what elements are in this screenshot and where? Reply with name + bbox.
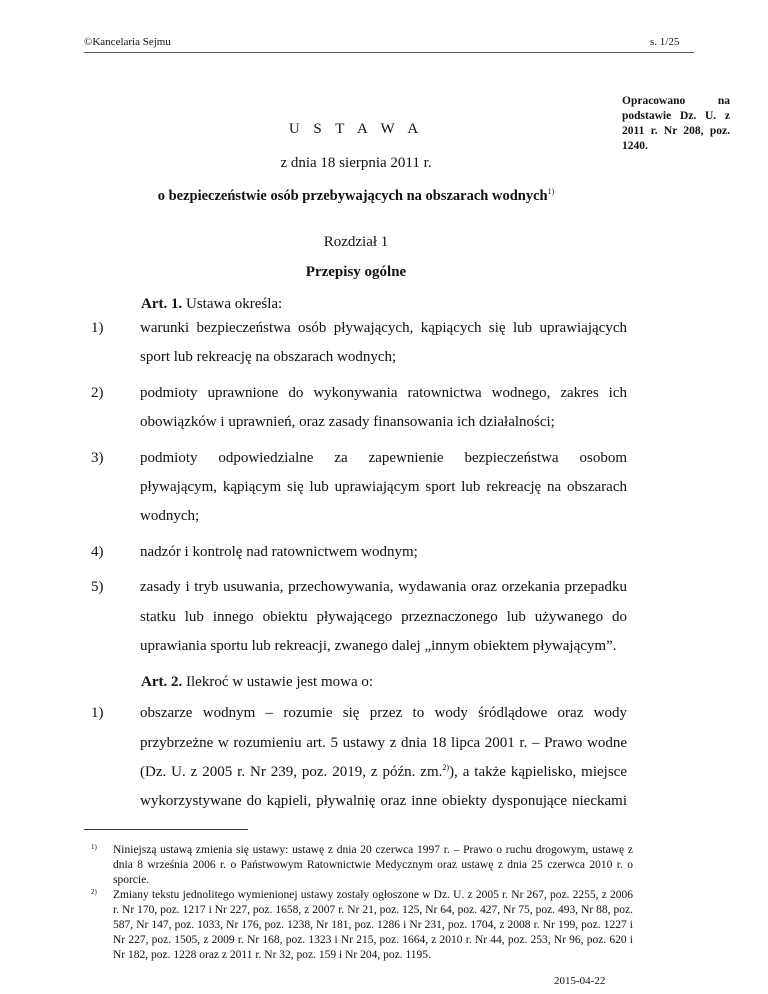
art1-item-3-num: 3) (91, 450, 104, 466)
art1-item-4-num: 4) (91, 544, 104, 560)
art1-item-5-line-1: zasady i tryb usuwania, przechowywania, wydawania oraz orzekania przepadku (140, 579, 627, 595)
header-rule (84, 52, 694, 53)
act-subtitle-text: o bezpieczeństwie osób przebywających na obszarach wodnych (157, 188, 548, 204)
art1-item-4-line-1: nadzór i kontrolę nad ratownictwem wodnym; (140, 544, 418, 560)
art1-item-2-line-2: obowiązków i uprawnień, oraz zasady finansowania ich działalności; (140, 414, 555, 430)
footnote-1-text: Niniejszą ustawą zmienia się ustawy: ustawę z dnia 20 czerwca 1997 r. – Prawo o ruchu drogowym, ustawę z dnia 8 września 2006 r. o Państwowym Ratownictwie Medycznym oraz ustawę z dnia 25 czerwca 2010 r. o sporcie. (113, 844, 633, 886)
footnote-ref-1: 1) (547, 187, 555, 197)
art1-item-3-line-3: wodnych; (140, 508, 200, 524)
source-sidenote: Opracowano na podstawie Dz. U. z 2011 r. Nr 208, poz. 1240. (622, 95, 730, 152)
art1-item-1-line-1: warunki bezpieczeństwa osób pływających, kąpiących się lub uprawiających (140, 320, 627, 336)
art2-item-1-line-3-a: (Dz. U. z 2005 r. Nr 239, poz. 2019, z późn. zm. (140, 764, 443, 780)
header-source: ©Kancelaria Sejmu (84, 36, 171, 48)
header-page-number: s. 1/25 (650, 36, 680, 48)
art1-item-5-line-3: uprawiania sportu lub rekreacji, zwanego dalej „innym obiektem pływającym”. (140, 638, 617, 654)
art1-item-5-line-2: statku lub innego obiektu pływającego przeznaczonego lub używanego do (140, 609, 627, 625)
art2-item-1-line-3 (140, 764, 627, 781)
art2-item-1-line-4: wykorzystywane do kąpieli, pływalnię oraz inne obiekty dysponujące nieckami (140, 793, 627, 809)
footnote-1-marker: 1) (91, 843, 97, 852)
article-2-label: Art. 2. (141, 674, 183, 690)
chapter-heading: Rozdział 1 (323, 234, 389, 250)
article-1-intro-text: Ustawa określa: (186, 296, 283, 312)
art1-item-2-num: 2) (91, 385, 104, 401)
footer-date: 2015-04-22 (554, 975, 606, 987)
footnote-1-num (91, 845, 97, 857)
footnote-separator (84, 829, 248, 830)
art1-item-1-line-2: sport lub rekreację na obszarach wodnych; (140, 349, 397, 365)
art2-item-1-line-1: obszarze wodnym – rozumie się przez to wody śródlądowe oraz wody (140, 705, 627, 721)
footnote-2-marker: 2) (91, 888, 97, 897)
footnote-2-num (91, 890, 97, 902)
footnote-2-text: Zmiany tekstu jednolitego wymienionej ustawy zostały ogłoszone w Dz. U. z 2005 r. Nr 267, poz. 2255, z 2006 r. Nr 170, poz. 1217 i Nr 227, poz. 1658, z 2007 r. Nr 21, poz. 125, Nr 64, poz. 427, Nr 75, poz. 493, Nr 88, poz. 587, Nr 147, poz. 1033, Nr 176, poz. 1238, Nr 181, poz. 1286 i Nr 231, poz. 1704, z 2008 r. Nr 199, poz. 1227 i Nr 227, poz. 1505, z 2009 r. Nr 168, poz. 1323 i Nr 215, poz. 1664, z 2010 r. Nr 44, poz. 253, Nr 96, poz. 620 i Nr 182, poz. 1228 oraz z 2011 r. Nr 32, poz. 159 i Nr 204, poz. 1195. (113, 889, 633, 961)
act-subtitle (84, 188, 628, 205)
art1-item-1-num: 1) (91, 320, 104, 336)
chapter-title: Przepisy ogólne (305, 264, 407, 280)
footnote-ref-2: 2) (442, 763, 450, 772)
art1-item-3-line-2: pływającym, kąpiącym się lub uprawiającym sport lub rekreację na obszarach (140, 479, 627, 495)
act-date: z dnia 18 sierpnia 2011 r. (280, 155, 432, 171)
art2-item-1-num: 1) (91, 705, 104, 721)
article-2-intro (141, 674, 373, 691)
art1-item-2-line-1: podmioty uprawnione do wykonywania ratownictwa wodnego, zakres ich (140, 385, 627, 401)
article-2-intro-text: Ilekroć w ustawie jest mowa o: (186, 674, 374, 690)
art2-item-1-line-3-b: ), a także kąpielisko, miejsce (449, 764, 627, 780)
article-1-label: Art. 1. (141, 296, 183, 312)
art1-item-3-line-1: podmioty odpowiedzialne za zapewnienie bezpieczeństwa osobom (140, 450, 627, 466)
act-title: U S T A W A (288, 121, 424, 137)
art1-item-5-num: 5) (91, 579, 104, 595)
article-1-intro (141, 296, 282, 313)
art2-item-1-line-2: przybrzeżne w rozumieniu art. 5 ustawy z dnia 18 lipca 2001 r. – Prawo wodne (140, 735, 627, 751)
